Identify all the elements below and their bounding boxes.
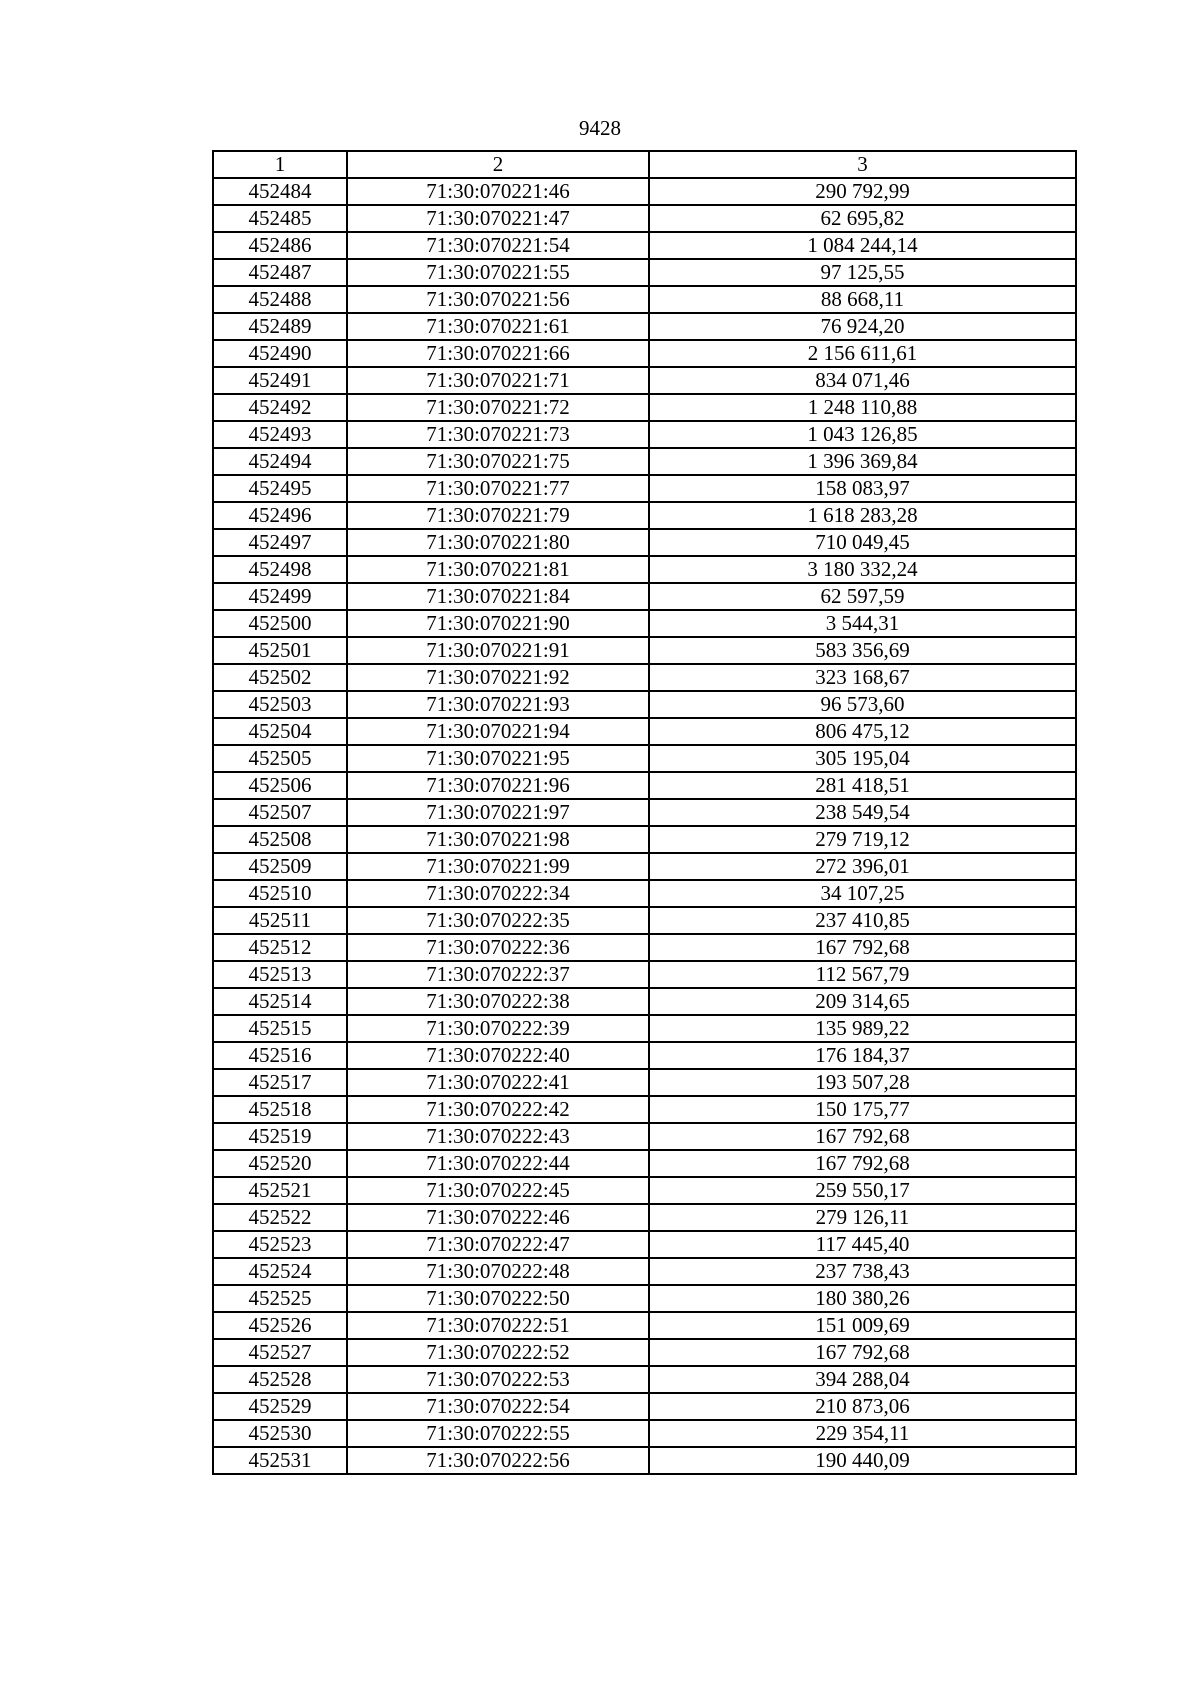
table-row <box>213 1393 1076 1420</box>
column-header: 3 <box>649 151 1076 178</box>
row-number-cell: 452528 <box>213 1366 347 1393</box>
table-row <box>213 1150 1076 1177</box>
cadastral-number-cell: 71:30:070222:35 <box>347 907 649 934</box>
table-row <box>213 394 1076 421</box>
value-cell: 176 184,37 <box>649 1042 1076 1069</box>
table-row <box>213 664 1076 691</box>
value-cell: 88 668,11 <box>649 286 1076 313</box>
value-cell: 2 156 611,61 <box>649 340 1076 367</box>
row-number-cell: 452506 <box>213 772 347 799</box>
cadastral-number-cell: 71:30:070222:34 <box>347 880 649 907</box>
table-row <box>213 475 1076 502</box>
cadastral-number-cell: 71:30:070221:75 <box>347 448 649 475</box>
cadastral-number-cell: 71:30:070222:43 <box>347 1123 649 1150</box>
cadastral-number-cell: 71:30:070221:72 <box>347 394 649 421</box>
value-cell: 167 792,68 <box>649 1123 1076 1150</box>
cadastral-number-cell: 71:30:070221:95 <box>347 745 649 772</box>
row-number-cell: 452487 <box>213 259 347 286</box>
value-cell: 1 396 369,84 <box>649 448 1076 475</box>
value-cell: 76 924,20 <box>649 313 1076 340</box>
cadastral-number-cell: 71:30:070222:40 <box>347 1042 649 1069</box>
row-number-cell: 452508 <box>213 826 347 853</box>
table-row <box>213 772 1076 799</box>
row-number-cell: 452521 <box>213 1177 347 1204</box>
value-cell: 279 719,12 <box>649 826 1076 853</box>
table-row <box>213 1339 1076 1366</box>
value-cell: 290 792,99 <box>649 178 1076 205</box>
cadastral-number-cell: 71:30:070222:52 <box>347 1339 649 1366</box>
cadastral-number-cell: 71:30:070221:84 <box>347 583 649 610</box>
table-row <box>213 502 1076 529</box>
table-row <box>213 1366 1076 1393</box>
cadastral-number-cell: 71:30:070222:53 <box>347 1366 649 1393</box>
column-header: 1 <box>213 151 347 178</box>
row-number-cell: 452503 <box>213 691 347 718</box>
page-number: 9428 <box>579 116 621 140</box>
table-row <box>213 232 1076 259</box>
value-cell: 1 084 244,14 <box>649 232 1076 259</box>
value-cell: 97 125,55 <box>649 259 1076 286</box>
value-cell: 237 738,43 <box>649 1258 1076 1285</box>
row-number-cell: 452500 <box>213 610 347 637</box>
value-cell: 323 168,67 <box>649 664 1076 691</box>
table-row <box>213 610 1076 637</box>
row-number-cell: 452525 <box>213 1285 347 1312</box>
table-row <box>213 853 1076 880</box>
table-row <box>213 448 1076 475</box>
value-cell: 237 410,85 <box>649 907 1076 934</box>
value-cell: 229 354,11 <box>649 1420 1076 1447</box>
row-number-cell: 452504 <box>213 718 347 745</box>
value-cell: 272 396,01 <box>649 853 1076 880</box>
value-cell: 167 792,68 <box>649 934 1076 961</box>
row-number-cell: 452502 <box>213 664 347 691</box>
cadastral-number-cell: 71:30:070222:46 <box>347 1204 649 1231</box>
cadastral-number-cell: 71:30:070221:96 <box>347 772 649 799</box>
value-cell: 3 180 332,24 <box>649 556 1076 583</box>
table-row <box>213 1015 1076 1042</box>
table-row <box>213 691 1076 718</box>
table-body <box>213 151 1076 1474</box>
row-number-cell: 452499 <box>213 583 347 610</box>
cadastral-number-cell: 71:30:070221:66 <box>347 340 649 367</box>
row-number-cell: 452512 <box>213 934 347 961</box>
table-row <box>213 286 1076 313</box>
row-number-cell: 452484 <box>213 178 347 205</box>
cadastral-number-cell: 71:30:070222:48 <box>347 1258 649 1285</box>
cadastral-number-cell: 71:30:070222:42 <box>347 1096 649 1123</box>
row-number-cell: 452497 <box>213 529 347 556</box>
cadastral-number-cell: 71:30:070221:94 <box>347 718 649 745</box>
table-row <box>213 313 1076 340</box>
value-cell: 135 989,22 <box>649 1015 1076 1042</box>
value-cell: 209 314,65 <box>649 988 1076 1015</box>
cadastral-number-cell: 71:30:070221:79 <box>347 502 649 529</box>
cadastral-number-cell: 71:30:070221:97 <box>347 799 649 826</box>
table-row <box>213 1177 1076 1204</box>
cadastral-number-cell: 71:30:070221:54 <box>347 232 649 259</box>
row-number-cell: 452501 <box>213 637 347 664</box>
value-cell: 117 445,40 <box>649 1231 1076 1258</box>
table-row <box>213 367 1076 394</box>
cadastral-number-cell: 71:30:070221:47 <box>347 205 649 232</box>
value-cell: 193 507,28 <box>649 1069 1076 1096</box>
value-cell: 34 107,25 <box>649 880 1076 907</box>
cadastral-number-cell: 71:30:070221:73 <box>347 421 649 448</box>
table-row <box>213 1123 1076 1150</box>
row-number-cell: 452527 <box>213 1339 347 1366</box>
value-cell: 190 440,09 <box>649 1447 1076 1474</box>
table-row <box>213 1042 1076 1069</box>
value-cell: 150 175,77 <box>649 1096 1076 1123</box>
cadastral-number-cell: 71:30:070222:38 <box>347 988 649 1015</box>
value-cell: 834 071,46 <box>649 367 1076 394</box>
value-cell: 394 288,04 <box>649 1366 1076 1393</box>
value-cell: 806 475,12 <box>649 718 1076 745</box>
row-number-cell: 452510 <box>213 880 347 907</box>
value-cell: 1 043 126,85 <box>649 421 1076 448</box>
cadastral-number-cell: 71:30:070222:45 <box>347 1177 649 1204</box>
column-header: 2 <box>347 151 649 178</box>
row-number-cell: 452530 <box>213 1420 347 1447</box>
row-number-cell: 452507 <box>213 799 347 826</box>
row-number-cell: 452514 <box>213 988 347 1015</box>
table-row <box>213 340 1076 367</box>
row-number-cell: 452529 <box>213 1393 347 1420</box>
cadastral-number-cell: 71:30:070221:92 <box>347 664 649 691</box>
table-row <box>213 556 1076 583</box>
table-header-row <box>213 151 1076 178</box>
data-table <box>212 150 1077 1475</box>
cadastral-number-cell: 71:30:070222:50 <box>347 1285 649 1312</box>
table-row <box>213 961 1076 988</box>
row-number-cell: 452485 <box>213 205 347 232</box>
value-cell: 96 573,60 <box>649 691 1076 718</box>
table-row <box>213 1285 1076 1312</box>
value-cell: 279 126,11 <box>649 1204 1076 1231</box>
value-cell: 210 873,06 <box>649 1393 1076 1420</box>
table-row <box>213 1312 1076 1339</box>
table-row <box>213 1231 1076 1258</box>
table-row <box>213 799 1076 826</box>
value-cell: 167 792,68 <box>649 1339 1076 1366</box>
row-number-cell: 452493 <box>213 421 347 448</box>
table-row <box>213 1096 1076 1123</box>
cadastral-number-cell: 71:30:070221:98 <box>347 826 649 853</box>
table-row <box>213 718 1076 745</box>
cadastral-number-cell: 71:30:070222:37 <box>347 961 649 988</box>
table-row <box>213 934 1076 961</box>
table-row <box>213 205 1076 232</box>
table-row <box>213 907 1076 934</box>
table-row <box>213 826 1076 853</box>
row-number-cell: 452494 <box>213 448 347 475</box>
cadastral-number-cell: 71:30:070222:55 <box>347 1420 649 1447</box>
row-number-cell: 452488 <box>213 286 347 313</box>
cadastral-number-cell: 71:30:070221:91 <box>347 637 649 664</box>
value-cell: 158 083,97 <box>649 475 1076 502</box>
cadastral-number-cell: 71:30:070221:99 <box>347 853 649 880</box>
table-row <box>213 1447 1076 1474</box>
value-cell: 180 380,26 <box>649 1285 1076 1312</box>
cadastral-number-cell: 71:30:070221:56 <box>347 286 649 313</box>
value-cell: 281 418,51 <box>649 772 1076 799</box>
row-number-cell: 452523 <box>213 1231 347 1258</box>
table-row <box>213 1204 1076 1231</box>
cadastral-number-cell: 71:30:070221:80 <box>347 529 649 556</box>
row-number-cell: 452496 <box>213 502 347 529</box>
cadastral-number-cell: 71:30:070221:90 <box>347 610 649 637</box>
cadastral-number-cell: 71:30:070222:56 <box>347 1447 649 1474</box>
value-cell: 583 356,69 <box>649 637 1076 664</box>
cadastral-number-cell: 71:30:070222:39 <box>347 1015 649 1042</box>
value-cell: 305 195,04 <box>649 745 1076 772</box>
cadastral-number-cell: 71:30:070221:77 <box>347 475 649 502</box>
table-row <box>213 745 1076 772</box>
row-number-cell: 452522 <box>213 1204 347 1231</box>
table-row <box>213 1420 1076 1447</box>
row-number-cell: 452495 <box>213 475 347 502</box>
table-row <box>213 178 1076 205</box>
table-row <box>213 583 1076 610</box>
table-row <box>213 637 1076 664</box>
row-number-cell: 452517 <box>213 1069 347 1096</box>
row-number-cell: 452526 <box>213 1312 347 1339</box>
cadastral-number-cell: 71:30:070221:46 <box>347 178 649 205</box>
table-row <box>213 1069 1076 1096</box>
cadastral-number-cell: 71:30:070222:41 <box>347 1069 649 1096</box>
cadastral-number-cell: 71:30:070221:55 <box>347 259 649 286</box>
table-row <box>213 421 1076 448</box>
value-cell: 710 049,45 <box>649 529 1076 556</box>
cadastral-number-cell: 71:30:070221:93 <box>347 691 649 718</box>
row-number-cell: 452513 <box>213 961 347 988</box>
row-number-cell: 452489 <box>213 313 347 340</box>
row-number-cell: 452505 <box>213 745 347 772</box>
table-row <box>213 1258 1076 1285</box>
row-number-cell: 452491 <box>213 367 347 394</box>
table-row <box>213 529 1076 556</box>
row-number-cell: 452511 <box>213 907 347 934</box>
cadastral-number-cell: 71:30:070221:81 <box>347 556 649 583</box>
row-number-cell: 452490 <box>213 340 347 367</box>
value-cell: 62 597,59 <box>649 583 1076 610</box>
value-cell: 151 009,69 <box>649 1312 1076 1339</box>
value-cell: 1 248 110,88 <box>649 394 1076 421</box>
row-number-cell: 452518 <box>213 1096 347 1123</box>
value-cell: 167 792,68 <box>649 1150 1076 1177</box>
row-number-cell: 452524 <box>213 1258 347 1285</box>
cadastral-number-cell: 71:30:070221:71 <box>347 367 649 394</box>
value-cell: 3 544,31 <box>649 610 1076 637</box>
cadastral-number-cell: 71:30:070222:44 <box>347 1150 649 1177</box>
cadastral-number-cell: 71:30:070222:54 <box>347 1393 649 1420</box>
row-number-cell: 452498 <box>213 556 347 583</box>
cadastral-number-cell: 71:30:070221:61 <box>347 313 649 340</box>
value-cell: 259 550,17 <box>649 1177 1076 1204</box>
cadastral-number-cell: 71:30:070222:47 <box>347 1231 649 1258</box>
row-number-cell: 452486 <box>213 232 347 259</box>
table-row <box>213 880 1076 907</box>
row-number-cell: 452492 <box>213 394 347 421</box>
cadastral-number-cell: 71:30:070222:51 <box>347 1312 649 1339</box>
table-row <box>213 259 1076 286</box>
cadastral-number-cell: 71:30:070222:36 <box>347 934 649 961</box>
row-number-cell: 452519 <box>213 1123 347 1150</box>
value-cell: 112 567,79 <box>649 961 1076 988</box>
row-number-cell: 452531 <box>213 1447 347 1474</box>
table-row <box>213 988 1076 1015</box>
row-number-cell: 452515 <box>213 1015 347 1042</box>
value-cell: 238 549,54 <box>649 799 1076 826</box>
value-cell: 62 695,82 <box>649 205 1076 232</box>
row-number-cell: 452520 <box>213 1150 347 1177</box>
row-number-cell: 452516 <box>213 1042 347 1069</box>
row-number-cell: 452509 <box>213 853 347 880</box>
value-cell: 1 618 283,28 <box>649 502 1076 529</box>
